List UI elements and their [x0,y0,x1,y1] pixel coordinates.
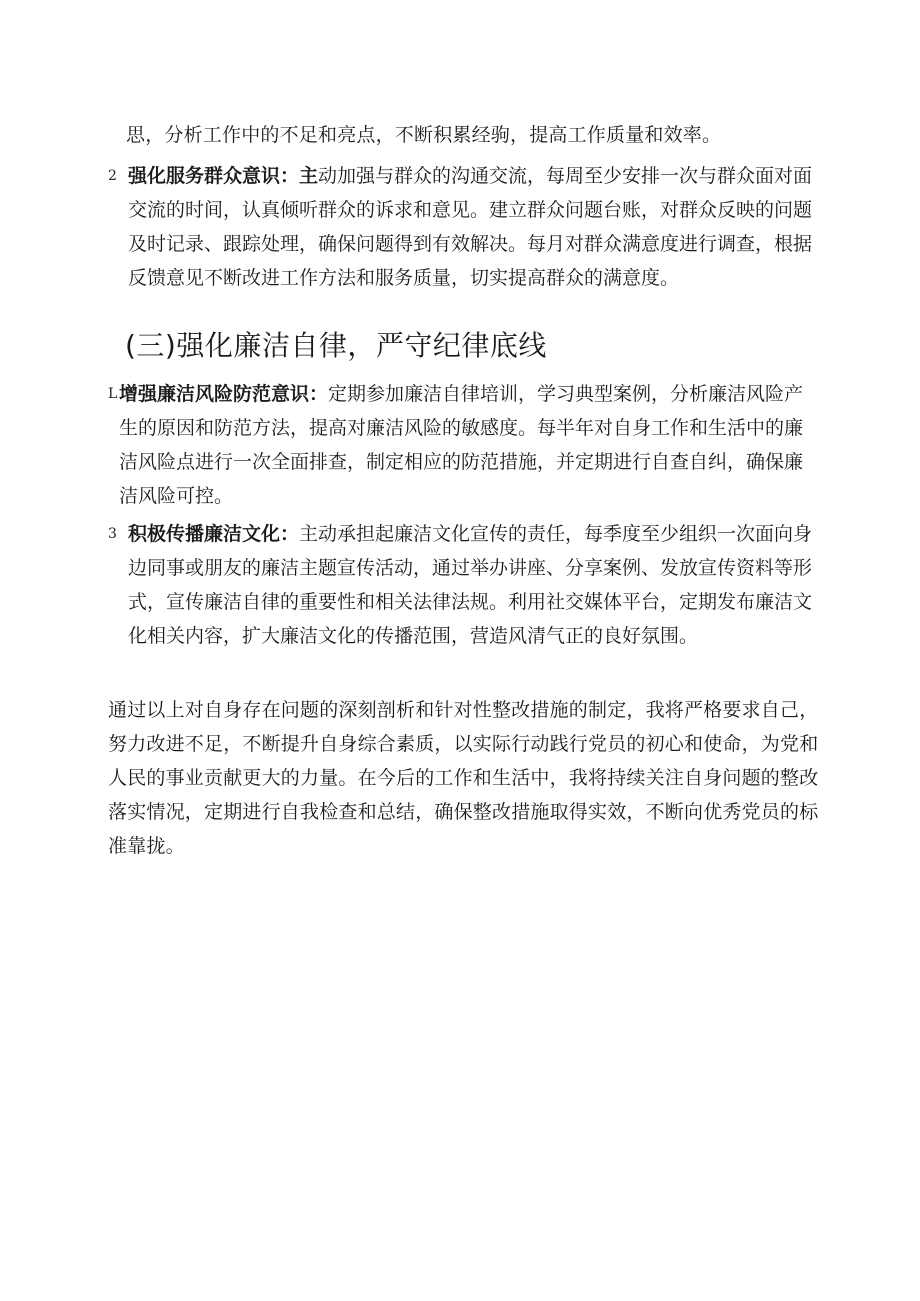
continuation-paragraph: 思，分析工作中的不足和亮点，不断积累经驹，提高工作质量和效率。 [126,124,722,146]
list-marker: 3 [108,526,117,542]
list-item-title: 增强廉洁风险防范意识： [119,383,329,405]
list-item-integrity-culture [108,517,828,687]
list-item-title: 强化服务群众意识：主 [128,165,319,187]
list-item-text: 动加强与群众的沟通交流，每周至少安排一次与群众面对面交流的时间，认真倾听群众的诉求和意见。建立群众问题台账，对群众反映的问题及时记录、跟踪处理，确保问题得到有效解决。每月对群众满意度进行调查，根据反馈意见不断改进工作方法和服务质量，切实提高群众的满意度。 [128,165,813,289]
list-item-body [128,517,828,653]
list-item-body [128,159,828,295]
list-item-risk-prevention [108,377,828,517]
list-item-title: 积极传播廉洁文化： [128,523,300,545]
list-marker: 2 [108,168,117,184]
section-heading: (三)强化廉洁自律，严守纪律底线 [125,329,547,362]
list-item-serve-masses [108,159,828,299]
list-item-text: 定期参加廉洁自律培训，学习典型案例，分析廉洁风险产生的原因和防范方法，提高对廉洁风险的敏感度。每半年对自身工作和生活中的廉洁风险点进行一次全面排查，制定相应的防范措施，并定期进行自查自纠，确保廉洁风险可控。 [119,383,804,507]
list-item-text: 主动承担起廉洁文化宣传的责任，每季度至少组织一次面向身边同事或朋友的廉洁主题宣传活动，通过举办讲座、分享案例、发放宣传资料等形式，宣传廉洁自律的重要性和相关法律法规。利用社交媒体平台，定期发布廉洁文化相关内容，扩大廉洁文化的传播范围，营造风清气正的良好氛围。 [128,523,813,647]
list-marker: L [108,386,118,402]
conclusion-paragraph: 通过以上对自身存在问题的深刻剖析和针对性整改措施的制定，我将严格要求自己，努力改进不足，不断提升自身综合素质，以实际行动践行党员的初心和使命，为党和人民的事业贡献更大的力量。在今后的工作和生活中，我将持续关注自身问题的整改落实情况，定期进行自我检查和总结，确保整改措施取得实效，不断向优秀党员的标准靠拢。 [108,699,819,857]
list-item-body [119,377,819,513]
